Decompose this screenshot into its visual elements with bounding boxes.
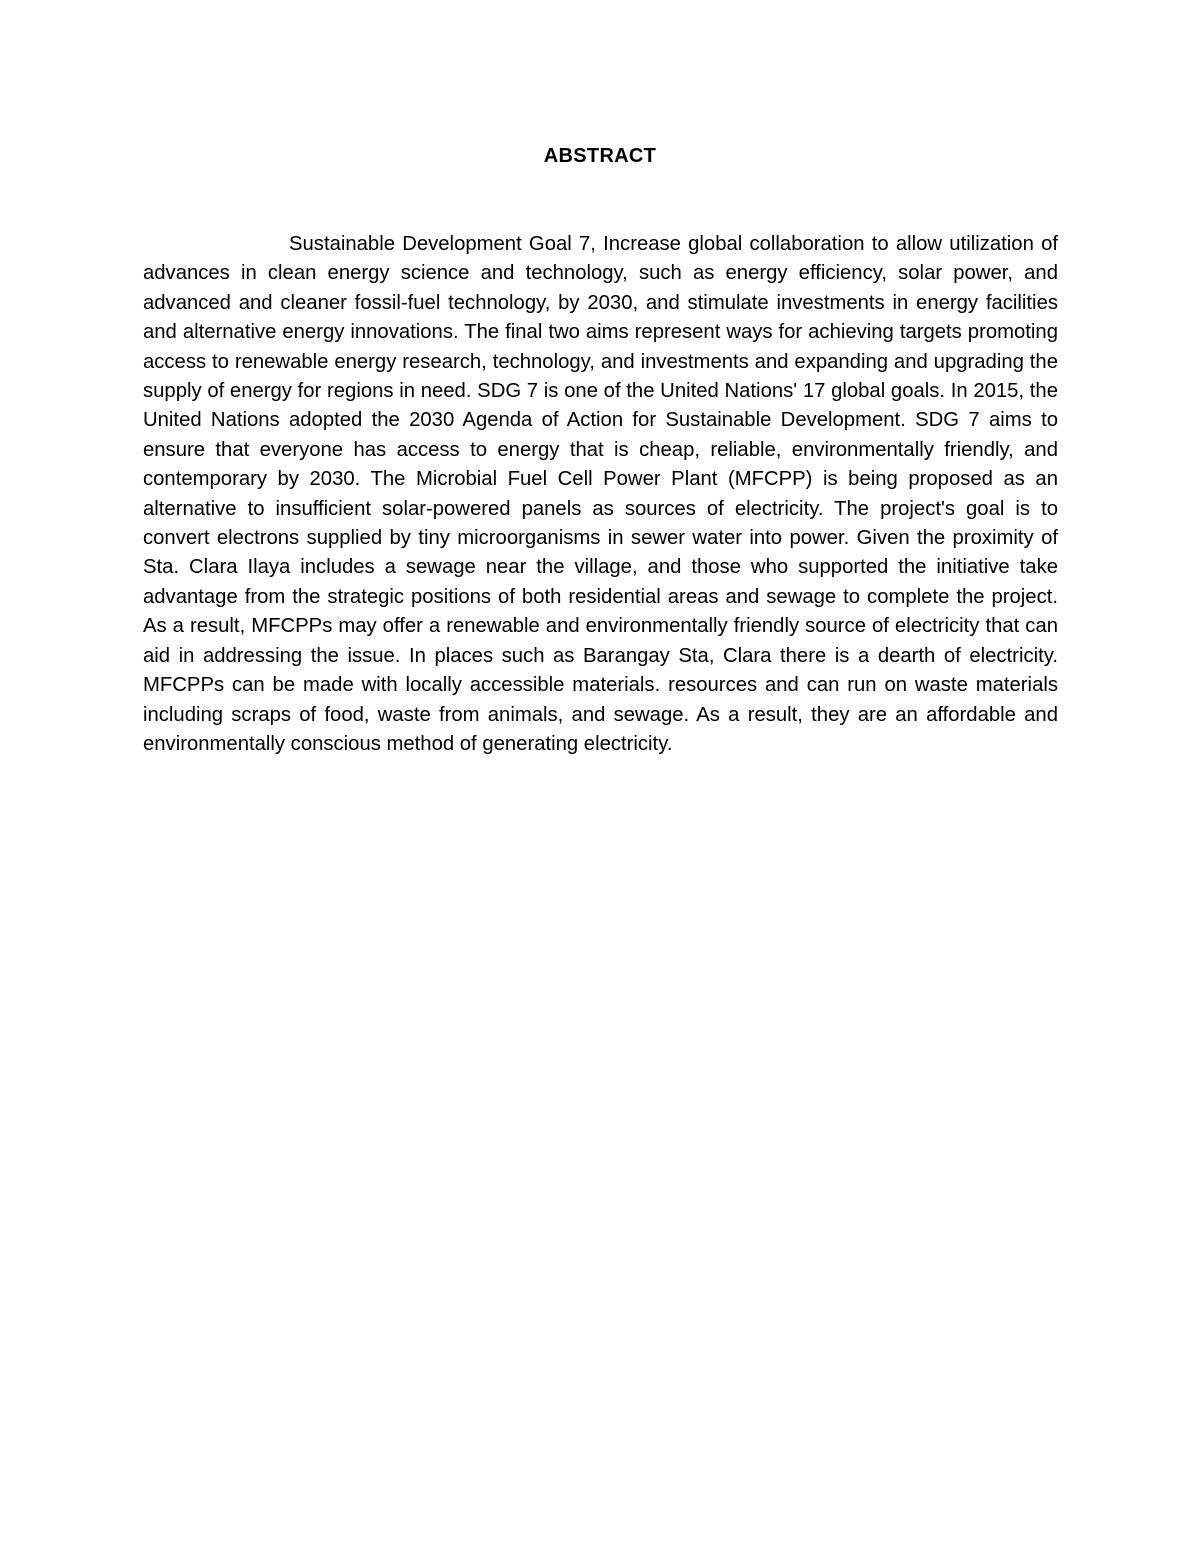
- abstract-body: Sustainable Development Goal 7, Increase global collaboration to allow utilization of advances in clean energy science and technology, such as energy efficiency, solar power, and advanced and cleaner fossil-fuel technology, by 2030, and stimulate investments in energy facilities and alternative energy innovations. The final two aims represent ways for achieving targets promoting access to renewable energy research, technology, and investments and expanding and upgrading the supply of energy for regions in need. SDG 7 is one of the United Nations' 17 global goals. In 2015, the United Nations adopted the 2030 Agenda of Action for Sustainable Development. SDG 7 aims to ensure that everyone has access to energy that is cheap, reliable, environmentally friendly, and contemporary by 2030. The Microbial Fuel Cell Power Plant (MFCPP) is being proposed as an alternative to insufficient solar-powered panels as sources of electricity. The project's goal is to convert electrons supplied by tiny microorganisms in sewer water into power. Given the proximity of Sta. Clara Ilaya includes a sewage near the village, and those who supported the initiative take advantage from the strategic positions of both residential areas and sewage to complete the project. As a result, MFCPPs may offer a renewable and environmentally friendly source of electricity that can aid in addressing the issue. In places such as Barangay Sta, Clara there is a dearth of electricity. MFCPPs can be made with locally accessible materials. resources and can run on waste materials including scraps of food, waste from animals, and sewage. As a result, they are an affordable and environmentally conscious method of generating electricity.: [143, 233, 1058, 755]
- abstract-title: ABSTRACT: [543, 145, 657, 167]
